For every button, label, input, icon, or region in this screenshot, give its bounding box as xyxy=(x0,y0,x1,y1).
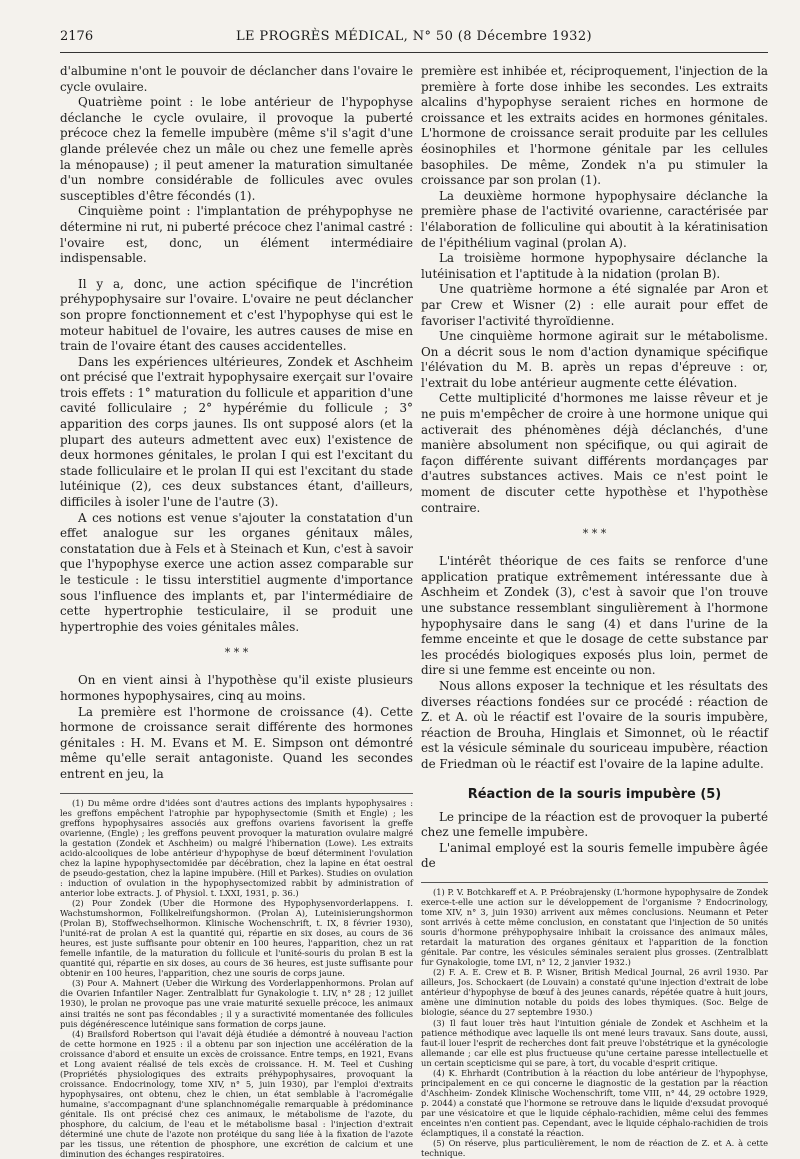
paragraph: Le principe de la réaction est de provoquer la puberté chez une femelle impubère. xyxy=(421,809,768,840)
footnotes xyxy=(60,793,413,1159)
footnote: (2) Pour Zondek (Uber die Hormone des Hypophysenvorderlappens. I. Wachstumshormon, Follikelreifungshormon. (Prolan A), Luteinisierungshormon (Prolan B), Stoffwechselhormon. Klinische Wochenschrift, t. IX, 8 février 1930), l'unité-rat de prolan A est la quantité qui, répartie en six doses, au cours de 36 heures, est juste suffisante pour obtenir en 100 heures, l'apparition, chez un rat femelle infantile, de la maturation du follicule et l'unité-souris du prolan B est la quantité qui, répartie en six doses, au cours de 36 heures, est juste suffisante pour obtenir en 100 heures, l'apparition, chez une souris de corps jaune. xyxy=(60,898,413,979)
journal-title: LE PROGRÈS MÉDICAL, N° 50 (8 Décembre 1932) xyxy=(235,29,593,44)
paragraph: Une quatrième hormone a été signalée par Aron et par Crew et Wisner (2) : elle aurait pour effet de favoriser l'activité thyroïdienne. xyxy=(421,282,768,328)
footnotes xyxy=(421,882,768,1158)
paragraph: La première est l'hormone de croissance (4). Cette hormone de croissance serait différente des hormones génitales : H. M. Evans et M. E. Simpson ont démontré même qu'elle serait antagoniste. Quand les secondes entrent en jeu, la xyxy=(60,704,413,781)
paragraph: Cinquième point : l'implantation de préhypophyse ne détermine ni rut, ni puberté précoce chez l'animal castré : l'ovaire est, donc, un élément intermédiaire indispensable. xyxy=(60,204,413,266)
paragraph: Il y a, donc, une action spécifique de l'incrétion préhypophysaire sur l'ovaire. L'ovaire ne peut déclancher son propre fonctionnement et c'est l'hypophyse qui est le moteur habituel de l'ovaire, les autres causes de mise en train de l'ovaire étant des causes accidentelles. xyxy=(60,276,413,354)
paragraph: La deuxième hormone hypophysaire déclanche la première phase de l'activité ovarienne, caractérisée par l'élaboration de folliculine qui aboutit à la kératinisation de l'épithélium vaginal (prolan A). xyxy=(421,188,768,250)
paragraph: d'albumine n'ont le pouvoir de déclancher dans l'ovaire le cycle ovulaire. xyxy=(60,64,413,94)
paragraph: Cette multiplicité d'hormones me laisse rêveur et je ne puis m'empêcher de croire à une hormone unique qui activerait des phénomènes déjà déclanchés, d'une manière absolument non spécifique, ou qui agirait de façon différente suivant différents mordançages par d'autres substances actives. Mais ce n'est point le moment de discuter cette hypothèse et l'hypothèse contraire. xyxy=(421,391,768,515)
section-separator: * * * xyxy=(224,646,249,660)
footnote: (4) K. Ehrhardt (Contribution à la réaction du lobe antérieur de l'hypophyse, principalement en ce qui concerne le diagnostic de la gestation par la réaction d'Aschheim- Zondek Klinische Wochenschrift, tome VIII, n° 44, 29 octobre 1929, p. 2044) a constaté que l'hormone se retrouve dans le liquide d'exsudat provoqué par une vésicatoire et que le liquide céphalo-rachidien, même celui des femmes enceintes n'en contient pas. Cependant, avec le liquide céphalo-rachidien de trois éclamptiques, il a constaté la réaction. xyxy=(421,1067,768,1139)
footnote: (3) Pour A. Mahnert (Ueber die Wirkung des Vorderlappenhormons. Prolan auf die Ovarien Infantiler Nager. Zentralblatt fur Gynakologie t. LIV, n° 28 ; 12 juillet 1930), le prolan ne provoque pas une vraie maturité sexuelle précoce, les animaux ainsi traités ne sont pas fécondables ; il y a suractivité momentanée des follicules puis dégénérescence lutéinique sans formation de corps jaune. xyxy=(60,978,413,1029)
page-number: 2176 xyxy=(60,29,94,44)
left-column xyxy=(60,64,413,1159)
footnote: (3) Il faut louer très haut l'intuition géniale de Zondek et Aschheim et la patience méthodique avec laquelle ils ont mené leurs travaux. Sans doute, aussi, faut-il louer l'esprit de recherches dont fait preuve l'obstétrique et la gynécologie allemande ; car elle est plus fructueuse qu'une certaine paresse intellectuelle et un certain scepticisme qui se pare, à tort, du vocable d'esprit critique. xyxy=(421,1017,768,1068)
footnote: (5) On réserve, plus particulièrement, le nom de réaction de Z. et A. à cette technique. xyxy=(421,1138,768,1159)
footnote: (2) F. A. E. Crew et B. P. Wisner, British Medical Journal, 26 avril 1930. Par ailleurs, Jos. Schockaert (de Louvain) a constaté qu'une injection d'extrait de lobe antérieur d'hypophyse de bœuf à des jeunes canards, répétée quatre à huit jours, amène une diminution notable du poids des lobes thymiques. (Soc. Belge de biologie, séance du 27 septembre 1930.) xyxy=(421,967,768,1018)
paragraph: L'animal employé est la souris femelle impubère âgée de xyxy=(421,840,768,871)
paragraph: A ces notions est venue s'ajouter la constatation d'un effet analogue sur les organes génitaux mâles, constatation due à Fels et à Steinach et Kun, c'est à savoir que l'hypophyse exerce une action assez comparable sur le testicule : le tissu interstitiel augmente d'importance sous l'influence des implants et, par l'intermédiaire de cette hypertrophie testiculaire, il se produit une hypertrophie des voies génitales mâles. xyxy=(60,510,413,634)
footnote: (1) P. V. Botchkareff et A. P. Préobrajensky (L'hormone hypophysaire de Zondek exerce-t-elle une action sur le développement de l'organisme ? Endocrinology, tome XIV, n° 3, juin 1930) arrivent aux mêmes conclusions. Neumann et Peter sont arrivés à cette même conclusion, en constatant que l'injection de 50 unités souris d'hormone préhypophysaire inhibait la croissance des animaux mâles, retardait la maturation des organes génitaux et l'apparition de la fonction génitale. Par contre, les vésicules séminales seraient plus grosses. (Zentralblatt fur Gynakologie, tome LVI, n° 12, 2 janvier 1932.) xyxy=(421,886,768,968)
footnote: (1) Du même ordre d'idées sont d'autres actions des implants hypophysaires : les greffons empêchent l'atrophie par hypophysectomie (Smith et Engle) ; les greffons hypophysaires associés aux greffons ovariens favorisent la greffe ovarienne, (Engle) ; les greffons peuvent provoquer la maturation ovulaire malgré la gestation (Zondek et Aschheim) ou malgré l'hibernation (Lowe). Les extraits acido-alcooliques de lobe antérieur d'hypophyse de bœuf déterminent l'ovulation chez la lapine hypophysectomidée par décébration, chez la lapine en état oestral de pseudo-gestation, chez la lapine impubère. (Hill et Parkes). Studies on ovulation : induction of ovulation in the hypophysectomized rabbit by administration of anterior lobe extracts. J. of Physiol. t. LXXI, 1931, p. 36.) xyxy=(60,797,413,898)
header-rule xyxy=(60,52,768,53)
paragraph: La troisième hormone hypophysaire déclanche la lutéinisation et l'aptitude à la nidation (prolan B). xyxy=(421,251,768,281)
section-title: Réaction de la souris impubère (5) xyxy=(467,786,722,802)
paragraph: Dans les expériences ultérieures, Zondek et Aschheim ont précisé que l'extrait hypophysaire exerçait sur l'ovaire trois effets : 1° maturation du follicule et apparition d'une cavité folliculaire ; 2° hypérémie du follicule ; 3° apparition des corps jaunes. Ils ont supposé alors (et la plupart des auteurs admettent avec eux) l'existence de deux hormones génitales, le prolan I qui est l'excitant du stade folliculaire et le prolan II qui est l'excitant du stade lutéinique (2), ces deux substances étant, d'ailleurs, difficiles à isoler l'une de l'autre (3). xyxy=(60,354,413,510)
paragraph: première est inhibée et, réciproquement, l'injection de la première à forte dose inhibe les secondes. Les extraits alcalins d'hypophyse seraient riches en hormone de croissance et les extraits acides en hormones génitales. L'hormone de croissance serait produite par les cellules éosinophiles et l'hormone génitale par les cellules basophiles. De même, Zondek n'a pu stimuler la croissance par son prolan (1). xyxy=(421,64,768,188)
footnote: (4) Brailsford Robertson qui l'avait déjà étudiée a démontré à nouveau l'action de cette hormone en 1925 : il a obtenu par son injection une accélération de la croissance d'abord et ensuite un excès de croissance. Entre temps, en 1921, Evans et Long avaient réalisé de tels excès de croissance. H. M. Teel et Cushing (Propriétés physiologiques des extraits préhypophysaires, provoquant la croissance. Endocrinology, tome XIV, n° 5, juin 1930), par l'emploi d'extraits hypophysaires, ont obtenu, chez le chien, un état semblable à l'acromégalie humaine, s'accompagnant d'une splanchnomégalie remarquable à prédominance génitale. Ils ont précisé chez ces animaux, le métabolisme de l'azote, du phosphore, du calcium, de l'eau et le métabolisme basal : l'injection d'extrait déterminé une chute de l'azote non protéique du sang liée à la fixation de l'azote par les tissus, une rétention de phosphore, une excrétion de calcium et une diminution des échanges respiratoires. xyxy=(60,1028,413,1159)
paragraph: Une cinquième hormone agirait sur le métabolisme. On a décrit sous le nom d'action dynamique spécifique l'élévation du M. B. après un repas d'épreuve : or, l'extrait du lobe antérieur augmente cette élévation. xyxy=(421,329,768,390)
paragraph: On en vient ainsi à l'hypothèse qu'il existe plusieurs hormones hypophysaires, cinq au moins. xyxy=(60,673,413,703)
paragraph: Nous allons exposer la technique et les résultats des diverses réactions fondées sur ce procédé : réaction de Z. et A. où le réactif est l'ovaire de la souris impubère, réaction de Brouha, Hinglais et Simonnet, où le réactif est la vésicule séminale du souriceau impubère, réaction de Friedman où le réactif est l'ovaire de la lapine adulte. xyxy=(421,678,768,771)
running-header xyxy=(60,29,768,51)
paragraph: Quatrième point : le lobe antérieur de l'hypophyse déclanche le cycle ovulaire, il provoque la puberté précoce chez la femelle impubère (même s'il s'agit d'une glande prélevée chez un mâle ou chez une femelle après la ménopause) ; il peut amener la maturation simultanée d'un nombre considérable de follicules avec ovules susceptibles d'être fécondés (1). xyxy=(60,95,413,203)
paragraph: L'intérêt théorique de ces faits se renforce d'une application pratique extrêmement intéressante due à Aschheim et Zondek (3), c'est à savoir que l'on trouve une substance ressemblant singulièrement à l'hormone hypophysaire dans le sang (4) et dans l'urine de la femme enceinte et que le dosage de cette substance par les procédés biologiques exposés plus loin, permet de dire si une femme est enceinte ou non. xyxy=(421,554,768,678)
section-separator: * * * xyxy=(582,527,607,541)
right-column xyxy=(421,64,768,1158)
